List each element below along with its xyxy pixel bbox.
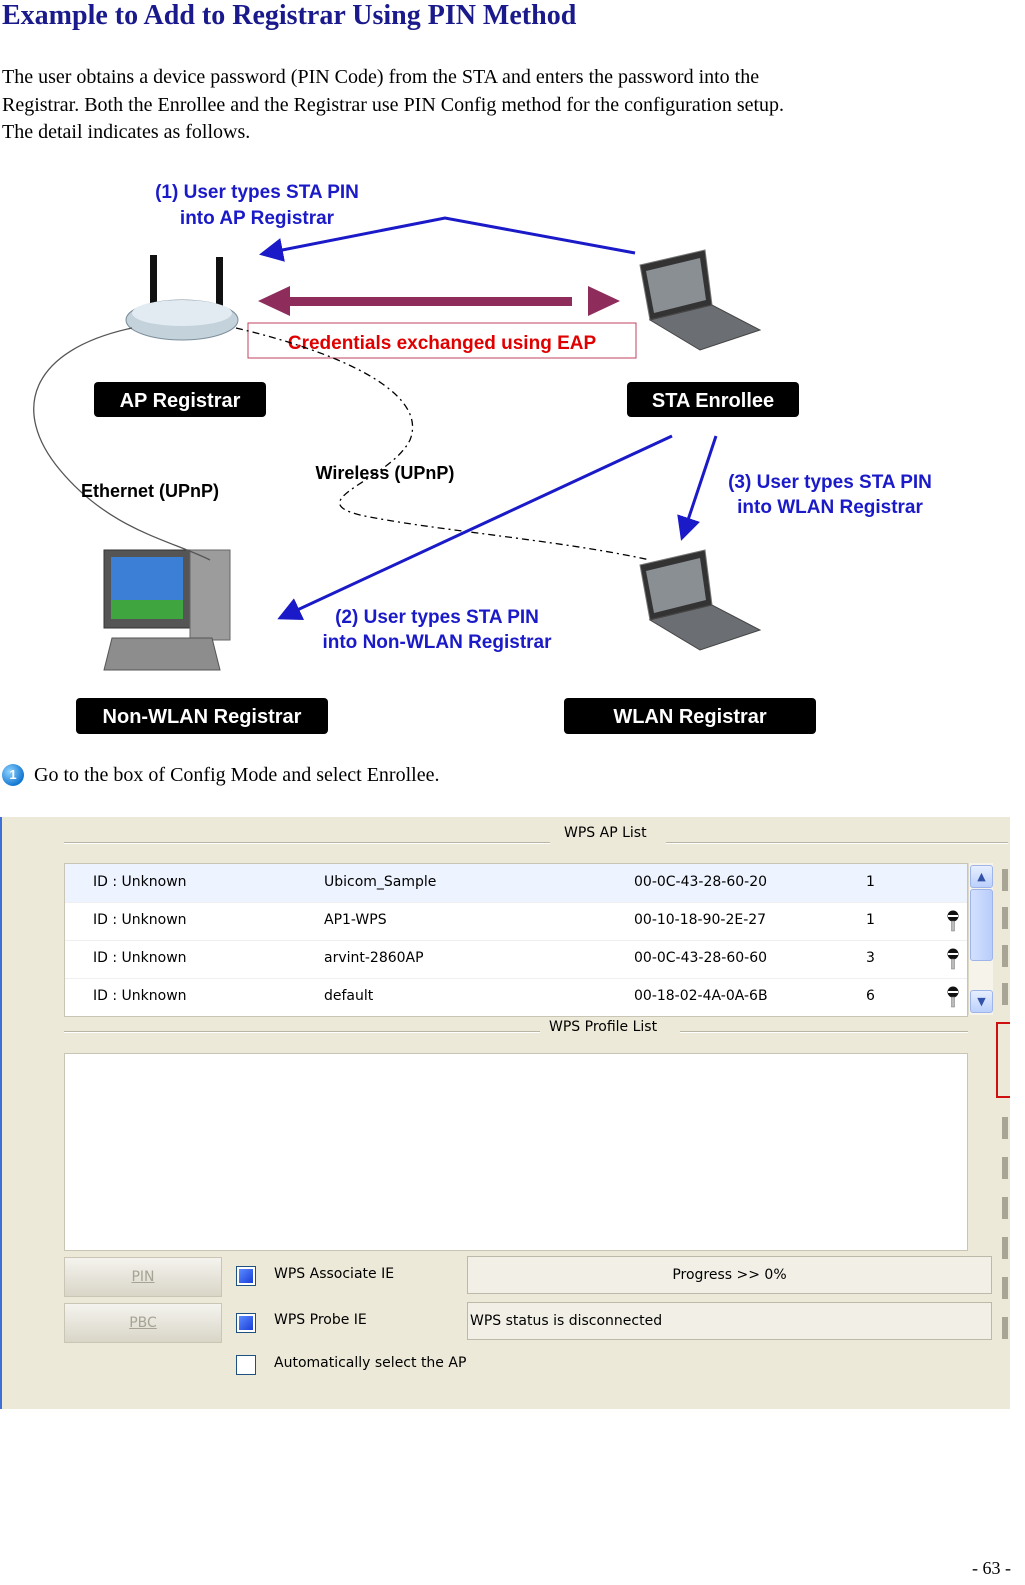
intro-line: Registrar. Both the Enrollee and the Registrar use PIN Config method for the configuration setup.	[2, 93, 785, 116]
ap-mac: 00-10-18-90-2E-27	[634, 912, 767, 928]
ap-channel: 6	[866, 988, 875, 1004]
profile-list-title: WPS Profile List	[541, 1019, 665, 1035]
ap-row[interactable]	[65, 902, 967, 941]
ap-id: ID : Unknown	[93, 874, 187, 890]
step1-instruction	[2, 762, 439, 788]
step3-label-line2: into WLAN Registrar	[737, 497, 923, 518]
non-wlan-registrar-label: Non-WLAN Registrar	[102, 706, 302, 728]
pin-button[interactable]: PIN	[64, 1257, 222, 1297]
page-heading: Example to Add to Registrar Using PIN Method	[2, 0, 577, 31]
edge-tick	[1002, 1237, 1008, 1259]
edge-tick	[1002, 945, 1008, 967]
step1-label-line2: into AP Registrar	[179, 208, 335, 229]
edge-tick	[1002, 1317, 1008, 1339]
wireless-link	[236, 328, 650, 560]
desktop-pc-icon	[104, 550, 230, 670]
ap-mac: 00-0C-43-28-60-20	[634, 874, 768, 890]
wps-profile-list[interactable]	[64, 1053, 968, 1251]
probe-ie-label: WPS Probe IE	[274, 1312, 367, 1328]
ap-channel: 1	[866, 874, 875, 890]
step3-label-line1: (3) User types STA PIN	[728, 472, 932, 493]
associate-ie-label: WPS Associate IE	[274, 1266, 395, 1282]
group-divider	[64, 1031, 540, 1033]
edge-tick	[1002, 907, 1008, 929]
ap-ssid: AP1-WPS	[324, 912, 387, 928]
probe-ie-checkbox[interactable]	[236, 1313, 256, 1333]
right-edge-panel	[995, 817, 1010, 1409]
wlan-registrar-label: WLAN Registrar	[613, 706, 767, 728]
credentials-label: Credentials exchanged using EAP	[287, 333, 597, 354]
scroll-down-icon[interactable]: ▼	[970, 990, 993, 1013]
ap-list-scrollbar[interactable]	[968, 863, 993, 1015]
ap-row[interactable]	[65, 978, 967, 1017]
edge-tick	[1002, 983, 1008, 1005]
pbc-button[interactable]: PBC	[64, 1303, 222, 1343]
step2-label-line2: into Non-WLAN Registrar	[322, 632, 552, 653]
group-divider	[680, 1031, 968, 1033]
edge-tick	[1002, 869, 1008, 891]
credentials-arrow	[258, 286, 620, 316]
edge-tick	[1002, 1117, 1008, 1139]
wlan-laptop-icon	[640, 550, 760, 650]
number-bullet-icon: 1	[2, 764, 24, 786]
ap-list-title: WPS AP List	[556, 825, 655, 841]
step3-arrow	[682, 436, 716, 538]
key-icon	[945, 986, 961, 1008]
status-text: WPS status is disconnected	[470, 1313, 663, 1329]
progress-text: Progress >> 0%	[672, 1267, 787, 1283]
group-divider	[666, 842, 1008, 844]
edge-tick	[1002, 1277, 1008, 1299]
edge-tick	[1002, 1157, 1008, 1179]
edge-tick	[1002, 1197, 1008, 1219]
ap-ssid: Ubicom_Sample	[324, 874, 437, 890]
ap-row[interactable]	[65, 940, 967, 979]
auto-select-label: Automatically select the AP	[274, 1355, 467, 1371]
ap-router-icon	[126, 255, 238, 340]
ap-mac: 00-18-02-4A-0A-6B	[634, 988, 768, 1004]
intro-paragraph	[2, 64, 1012, 147]
ethernet-cable	[34, 328, 210, 560]
ap-ssid: arvint-2860AP	[324, 950, 424, 966]
ap-registrar-label: AP Registrar	[119, 390, 241, 412]
wps-pin-diagram	[0, 160, 1025, 740]
sta-laptop-icon	[640, 250, 760, 350]
key-icon	[945, 948, 961, 970]
ethernet-label: Ethernet (UPnP)	[80, 481, 220, 501]
intro-line: The user obtains a device password (PIN Code) from the STA and enters the password into the	[2, 66, 760, 88]
step1-text: Go to the box of Config Mode and select Enrollee.	[34, 764, 440, 786]
ap-id: ID : Unknown	[93, 988, 187, 1004]
step1-label-line1: (1) User types STA PIN	[155, 182, 359, 203]
ap-channel: 1	[866, 912, 875, 928]
ap-id: ID : Unknown	[93, 950, 187, 966]
ap-channel: 3	[866, 950, 875, 966]
auto-select-checkbox[interactable]	[236, 1355, 256, 1375]
associate-ie-checkbox[interactable]	[236, 1266, 256, 1286]
step2-label-line1: (2) User types STA PIN	[335, 607, 539, 628]
group-divider	[64, 842, 550, 844]
key-icon	[945, 910, 961, 932]
intro-line: The detail indicates as follows.	[2, 121, 251, 143]
ap-row[interactable]	[65, 864, 967, 903]
page-number: - 63 -	[972, 1558, 1011, 1578]
scroll-up-icon[interactable]: ▲	[970, 865, 993, 888]
highlight-frame	[996, 1022, 1010, 1098]
wps-window	[0, 817, 1010, 1409]
sta-enrollee-label: STA Enrollee	[651, 390, 775, 412]
ap-mac: 00-0C-43-28-60-60	[634, 950, 768, 966]
scrollbar-thumb[interactable]	[970, 889, 993, 961]
status-box	[467, 1302, 992, 1340]
ap-id: ID : Unknown	[93, 912, 187, 928]
wireless-label: Wireless (UPnP)	[315, 463, 455, 483]
progress-box	[467, 1256, 992, 1294]
ap-ssid: default	[324, 988, 374, 1004]
wps-ap-list[interactable]	[64, 863, 968, 1017]
